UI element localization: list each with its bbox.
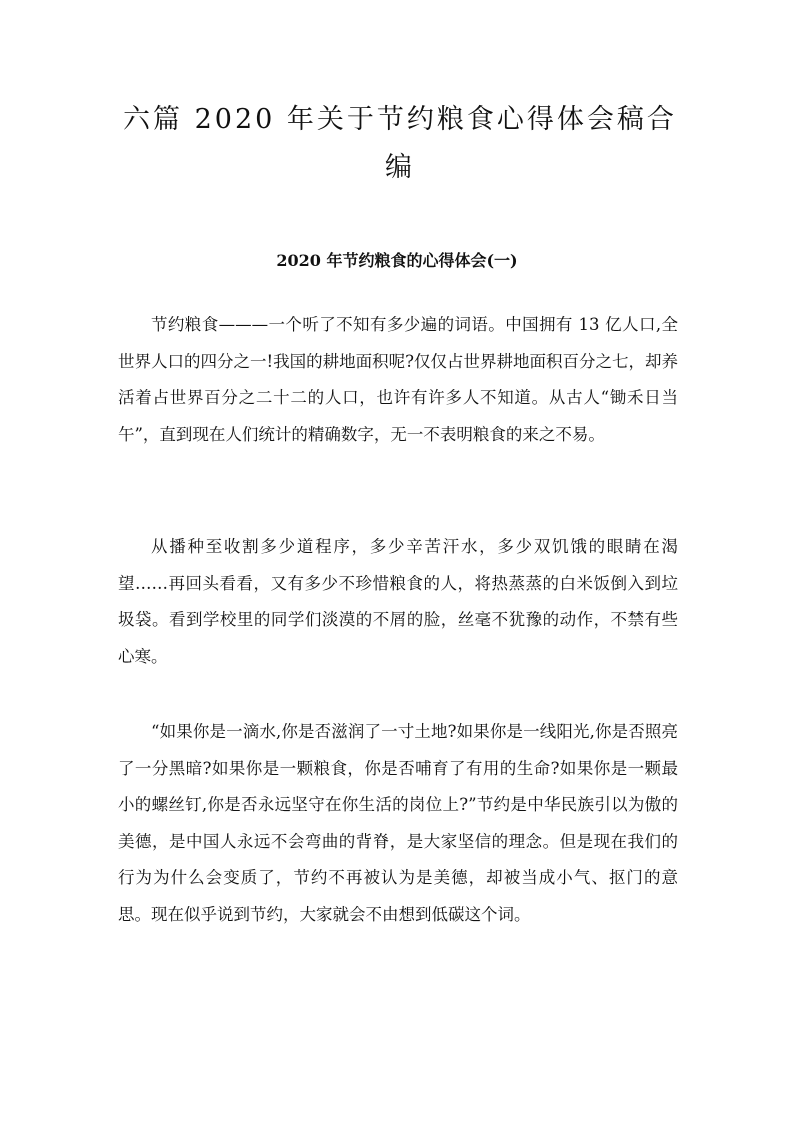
section-heading: 2020 年节约粮食的心得体会(一)	[276, 251, 518, 270]
paragraph-3: “如果你是一滴水,你是否滋润了一寸土地?如果你是一线阳光,你是否照亮了一分黑暗?如果你是一颗粮食，你是否哺育了有用的生命?如果你是一颗最小的螺丝钉,你是否永远坚守在你生活的岗位上?”节约是中华民族引以为傲的美德，是中国人永远不会弯曲的背脊，是大家坚信的理念。但是现在我们的行为为什么会变质了，节约不再被认为是美德，却被当成小气、抠门的意思。现在似乎说到节约，大家就会不由想到低碳这个词。	[118, 722, 678, 924]
paragraph-1: 节约粮食———一个听了不知有多少遍的词语。中国拥有 13 亿人口,全世界人口的四分之一!我国的耕地面积呢?仅仅占世界耕地面积百分之七，却养活着占世界百分之二十二的人口，也许有许多人不知道。从古人“锄禾日当午”，直到现在人们统计的精确数字，无一不表明粮食的来之不易。	[118, 315, 678, 444]
paragraph-2: 从播种至收割多少道程序，多少辛苦汗水，多少双饥饿的眼睛在渴望……再回头看看，又有多少不珍惜粮食的人，将热蒸蒸的白米饭倒入到垃圾袋。看到学校里的同学们淡漠的不屑的脸，丝毫不犹豫的动作，不禁有些心寒。	[118, 537, 678, 666]
document-title: 六篇 2020 年关于节约粮食心得体会稿合编	[123, 104, 677, 183]
